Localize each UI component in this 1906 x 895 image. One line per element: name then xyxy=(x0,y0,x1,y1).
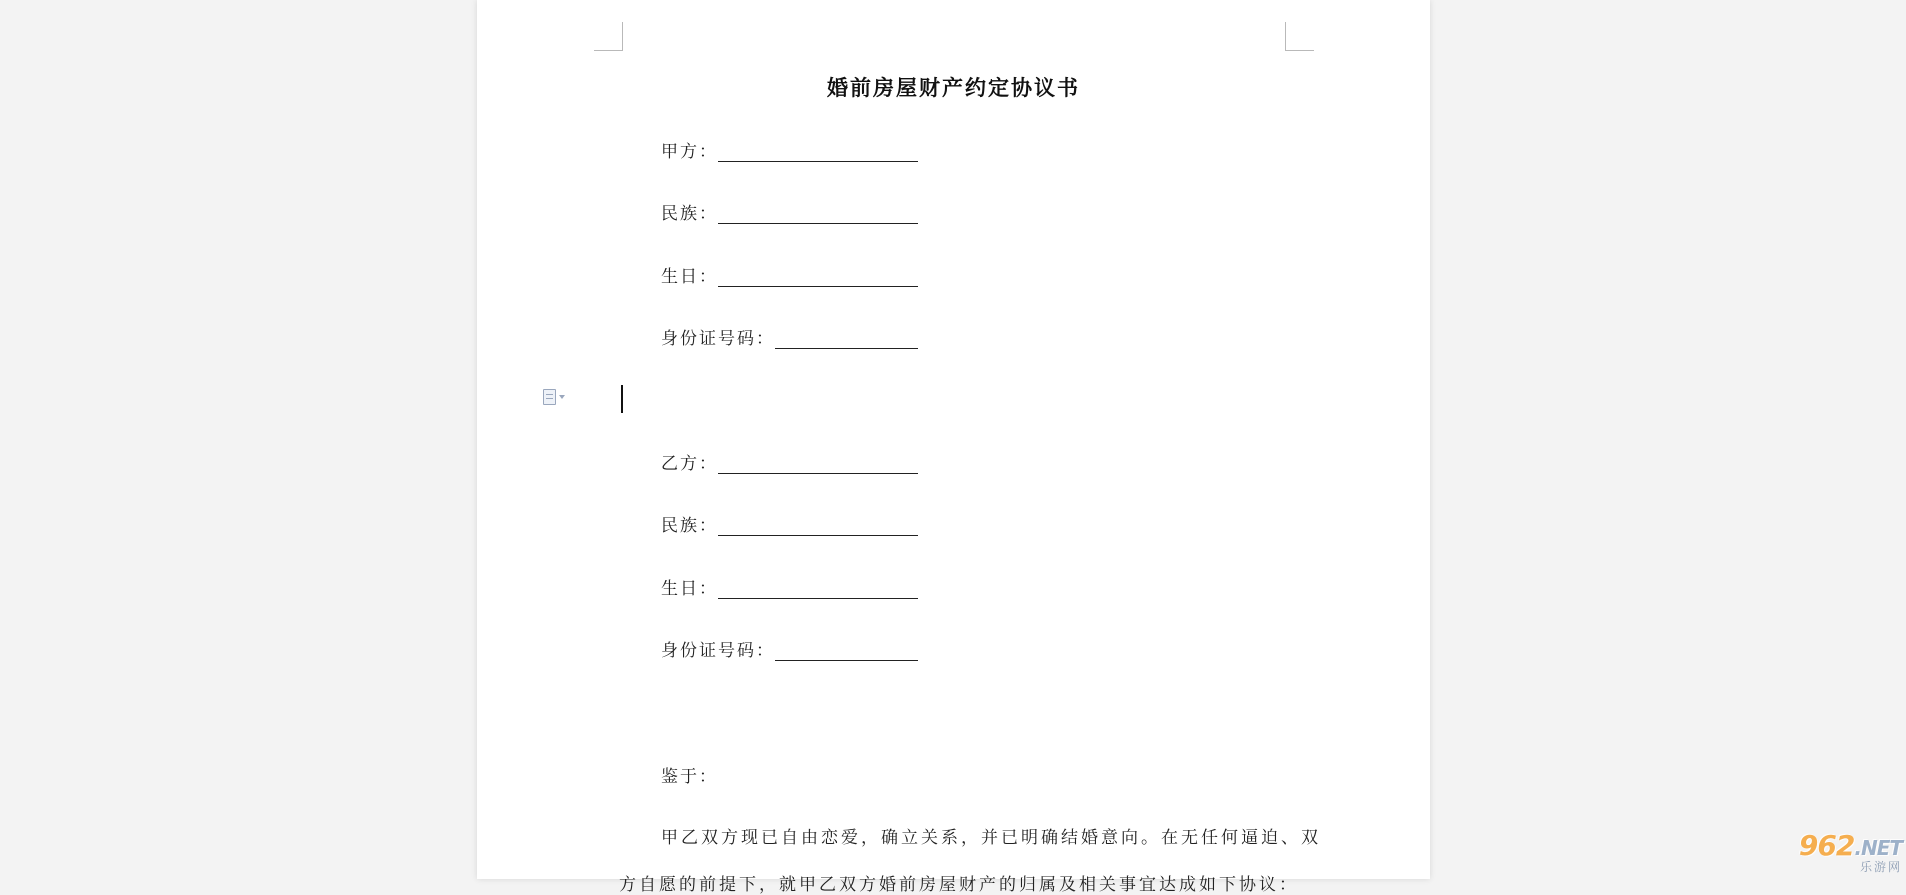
field-label: 生日： xyxy=(661,267,718,287)
field-label: 乙方： xyxy=(661,454,718,474)
field-label: 身份证号码： xyxy=(661,329,775,349)
blank-underline[interactable] xyxy=(718,203,918,224)
blank-underline[interactable] xyxy=(718,266,918,287)
blank-underline[interactable] xyxy=(718,578,918,599)
watermark-brand-suffix: .NET xyxy=(1854,835,1902,860)
whereas-heading[interactable]: 鉴于： xyxy=(661,767,718,787)
blank-underline[interactable] xyxy=(718,141,918,162)
party-a-name-field[interactable] xyxy=(661,136,918,162)
party-a-birthday-field[interactable] xyxy=(661,261,918,287)
margin-corner-top-left xyxy=(594,22,623,51)
document-page[interactable] xyxy=(477,0,1430,895)
watermark-subtitle: 乐游网 xyxy=(1859,859,1902,874)
margin-corner-top-right xyxy=(1285,22,1314,51)
party-b-ethnicity-field[interactable] xyxy=(661,510,918,536)
paragraph-menu[interactable] xyxy=(543,389,565,405)
site-watermark-logo xyxy=(1764,828,1902,875)
field-label: 民族： xyxy=(661,516,718,536)
body-paragraph-continued[interactable]: 方自愿的前提下，就甲乙双方婚前房屋财产的归属及相关事宜达成如下协议： xyxy=(619,875,1299,895)
party-a-id-number-field[interactable] xyxy=(661,323,918,349)
party-b-birthday-field[interactable] xyxy=(661,573,918,599)
party-a-ethnicity-field[interactable] xyxy=(661,198,918,224)
blank-underline[interactable] xyxy=(775,640,918,661)
blank-underline[interactable] xyxy=(775,328,918,349)
text-cursor xyxy=(621,385,623,413)
watermark-brand xyxy=(1798,828,1902,862)
document-icon xyxy=(543,389,556,405)
field-label: 身份证号码： xyxy=(661,641,775,661)
blank-underline[interactable] xyxy=(718,515,918,536)
body-paragraph[interactable]: 甲乙双方现已自由恋爱，确立关系，并已明确结婚意向。在无任何逼迫、双 xyxy=(661,828,1321,848)
party-b-name-field[interactable] xyxy=(661,448,918,474)
field-label: 民族： xyxy=(661,204,718,224)
document-title[interactable]: 婚前房屋财产约定协议书 xyxy=(827,75,1080,100)
party-b-id-number-field[interactable] xyxy=(661,635,918,661)
watermark-brand-number: 962 xyxy=(1798,828,1855,862)
field-label: 生日： xyxy=(661,579,718,599)
chevron-down-icon xyxy=(559,395,565,399)
blank-underline[interactable] xyxy=(718,453,918,474)
field-label: 甲方： xyxy=(661,142,718,162)
